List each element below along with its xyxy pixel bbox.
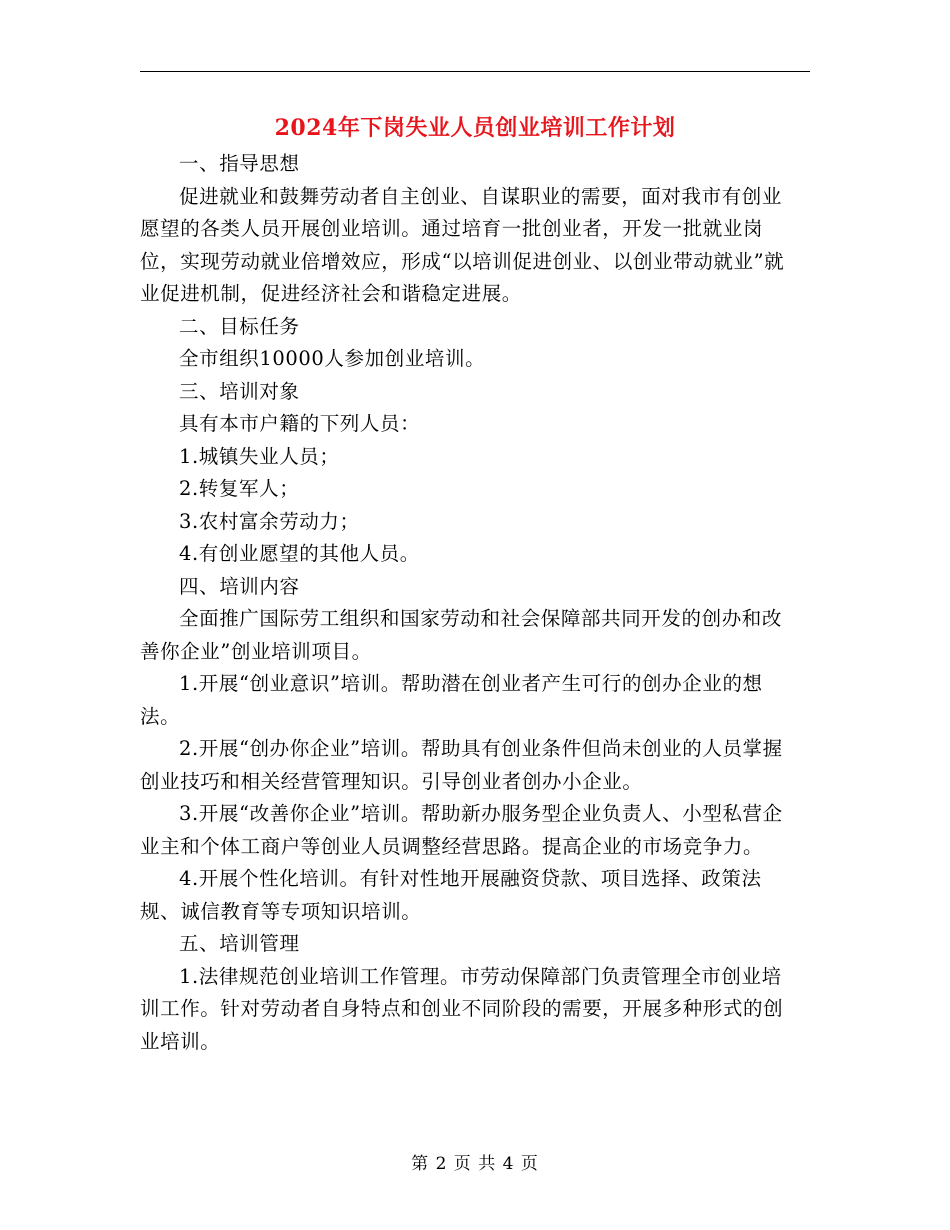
section-heading-guiding-ideology: 一、指导思想 (179, 152, 300, 175)
list-item-content-2: 2.开展“创办你企业”培训。帮助具有创业条件但尚未创业的人员掌握创业技巧和相关经营管理知识。引导创业者创办小企业。 (140, 737, 783, 793)
paragraph-training-targets-intro: 具有本市户籍的下列人员： (179, 412, 421, 435)
section-heading-training-management: 五、培训管理 (179, 932, 300, 955)
list-item-content-3: 3.开展“改善你企业”培训。帮助新办服务型企业负责人、小型私营企业主和个体工商户等创业人员调整经营思路。提高企业的市场竞争力。 (140, 802, 783, 858)
document-body (140, 148, 800, 1058)
page-number-footer: 第 2 页 共 4 页 (411, 1154, 539, 1174)
list-item-content-4: 4.开展个性化培训。有针对性地开展融资贷款、项目选择、政策法规、诚信教育等专项知识培训。 (140, 867, 762, 923)
paragraph-target-tasks: 全市组织10000人参加创业培训。 (179, 347, 486, 370)
section-heading-training-content: 四、培训内容 (179, 574, 300, 598)
paragraph-training-content-intro: 全面推广国际劳工组织和国家劳动和社会保障部共同开发的创办和改善你企业”创业培训项目。 (140, 607, 783, 663)
list-item-content-1: 1.开展“创业意识”培训。帮助潜在创业者产生可行的创办企业的想法。 (140, 672, 763, 728)
section-heading-target-tasks: 二、目标任务 (179, 314, 300, 338)
section-heading-training-targets: 三、培训对象 (179, 379, 300, 403)
list-item-target-1: 1.城镇失业人员； (179, 444, 340, 468)
list-item-target-2: 2.转复军人； (179, 477, 300, 500)
paragraph-guiding-ideology: 促进就业和鼓舞劳动者自主创业、自谋职业的需要，面对我市有创业愿望的各类人员开展创业培训。通过培育一批创业者，开发一批就业岗位，实现劳动就业倍增效应，形成“以培训促进创业、以创业带动就业”就业促进机制，促进经济社会和谐稳定进展。 (140, 184, 785, 305)
list-item-management-1: 1.法律规范创业培训工作管理。市劳动保障部门负责管理全市创业培训工作。针对劳动者自身特点和创业不同阶段的需要，开展多种形式的创业培训。 (140, 964, 784, 1053)
document-title: 2024年下岗失业人员创业培训工作计划 (274, 115, 676, 141)
list-item-target-3: 3.农村富余劳动力； (179, 509, 360, 533)
header-rule (140, 71, 810, 72)
list-item-target-4: 4.有创业愿望的其他人员。 (179, 542, 420, 565)
